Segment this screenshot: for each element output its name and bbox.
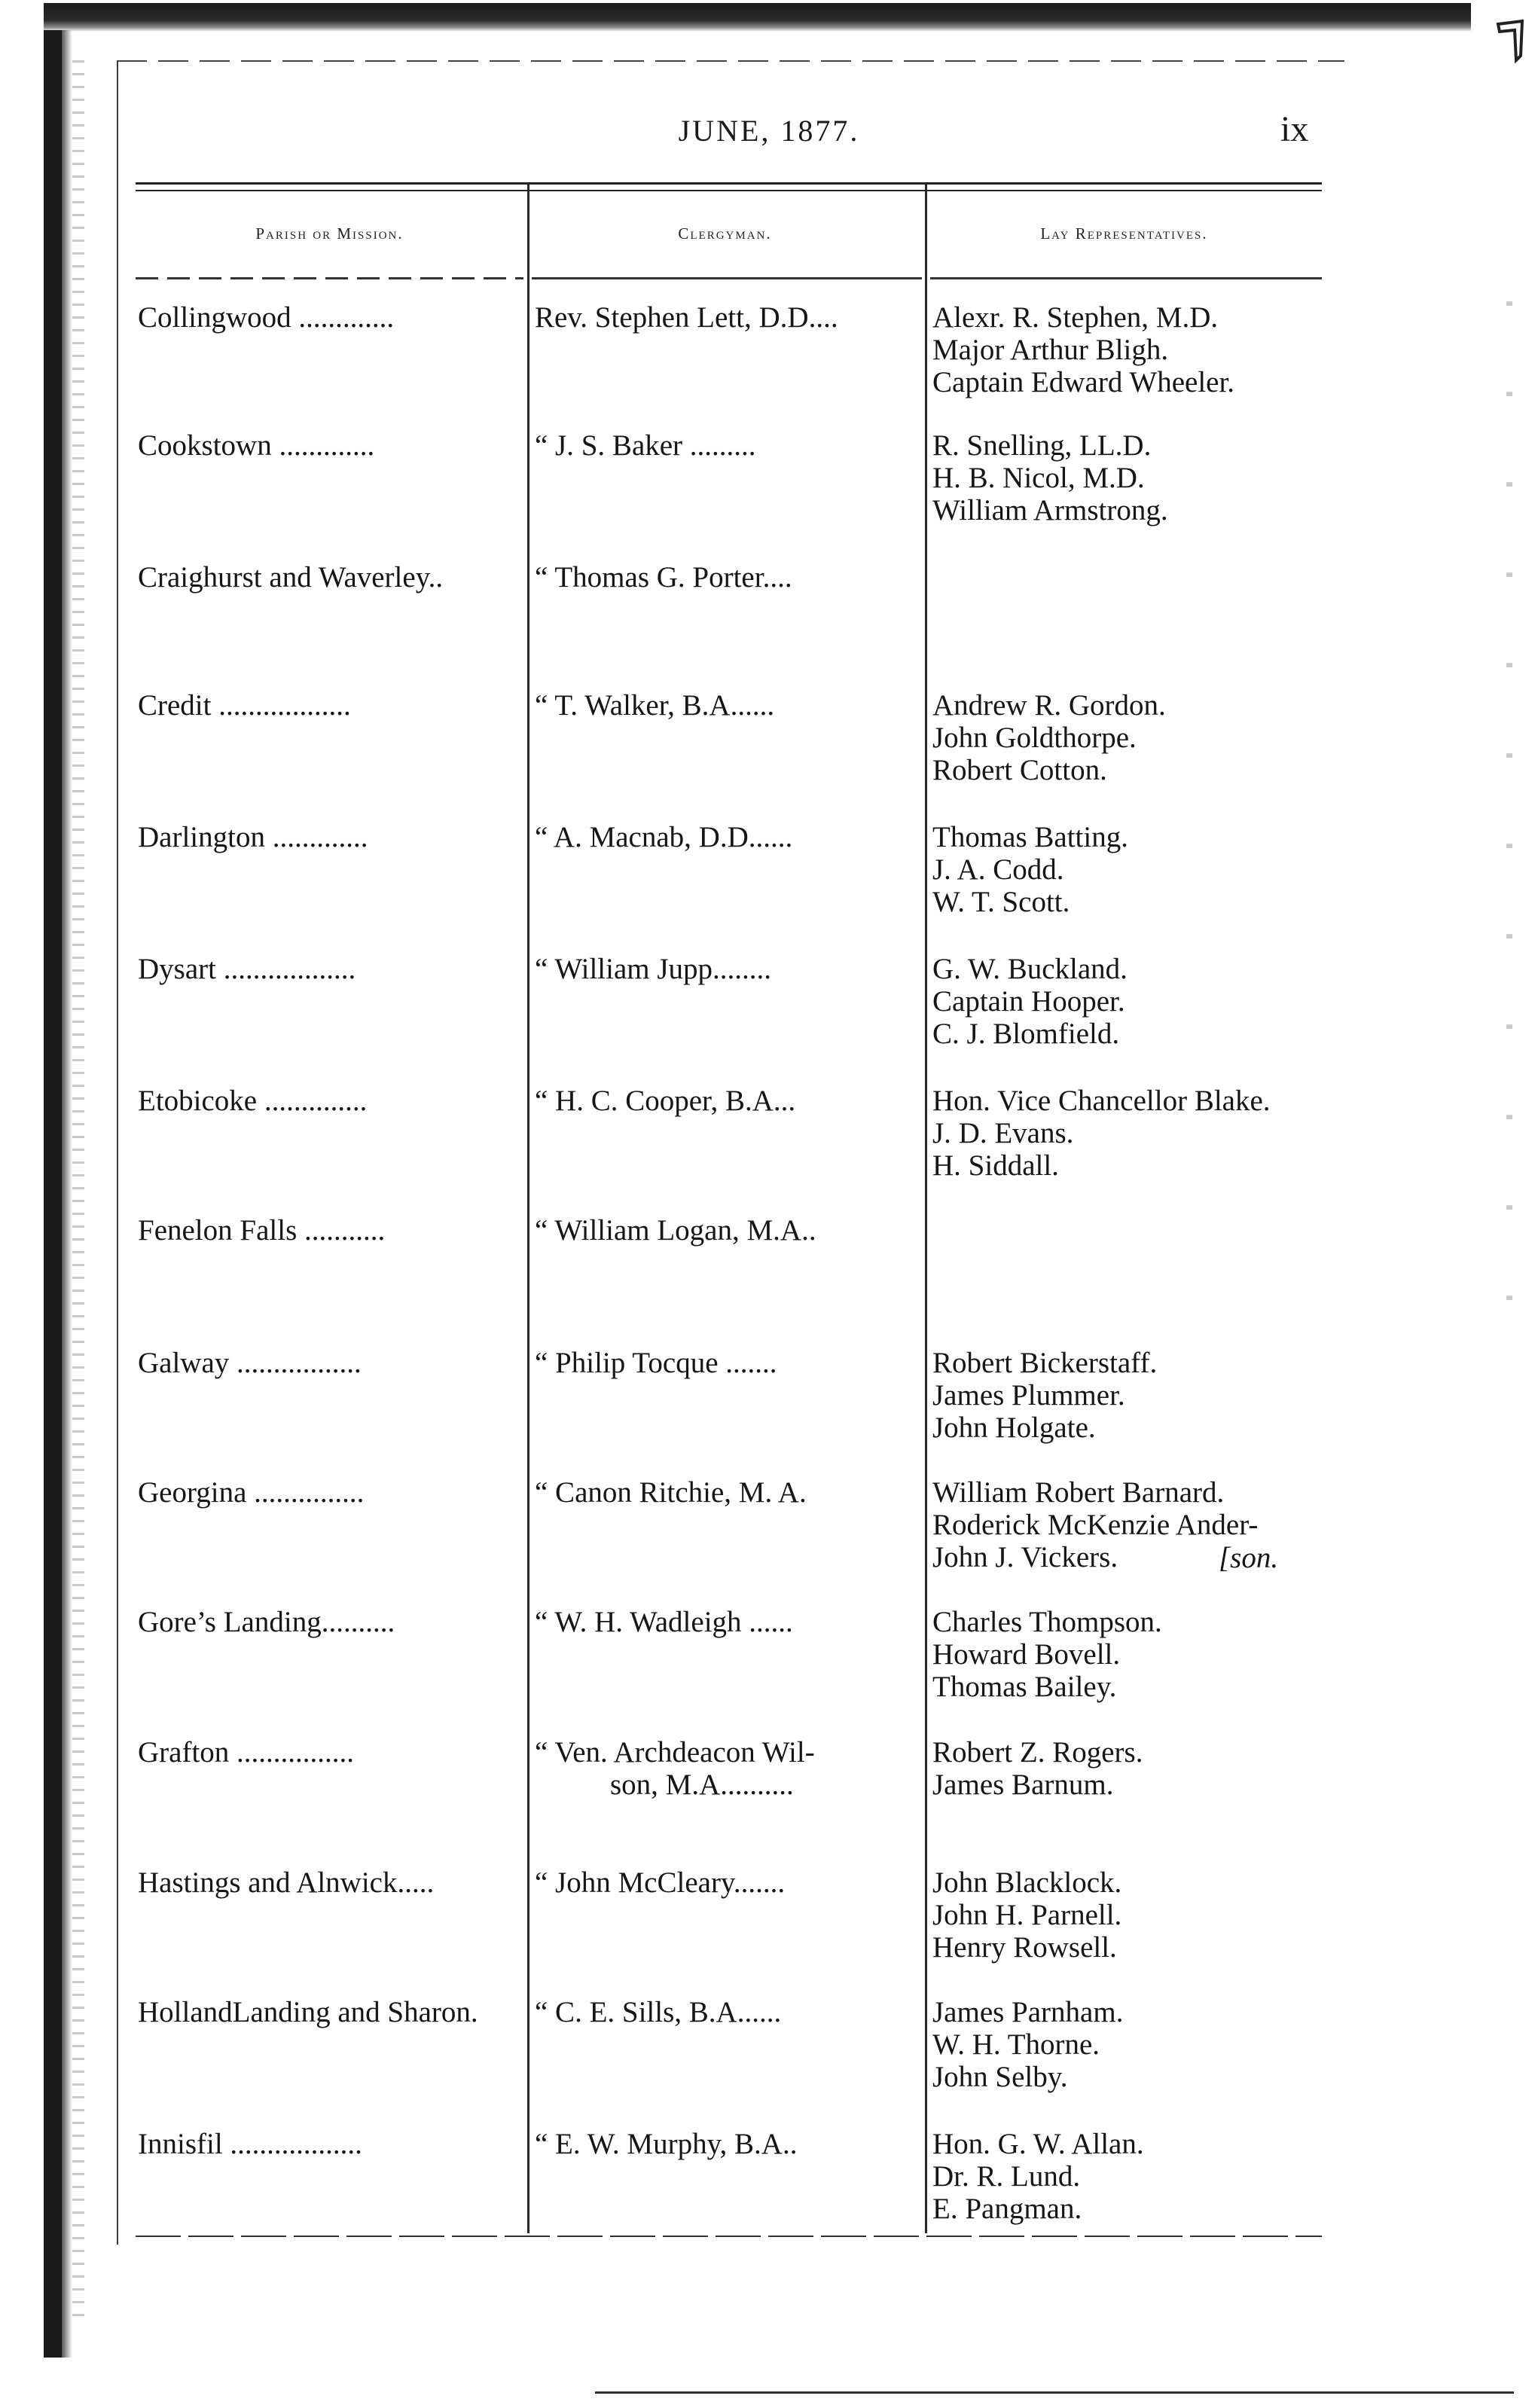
lay-representatives (932, 1996, 1324, 2093)
clergyman-name: “ Ven. Archdeacon Wil- (535, 1736, 815, 1769)
lay-representative: William Armstrong. (932, 494, 1168, 526)
lay-representative: Roderick McKenzie Ander- (932, 1509, 1259, 1541)
scan-noise-left (72, 60, 84, 2320)
clergyman-name: Rev. Stephen Lett, D.D.... (535, 301, 838, 334)
clergyman-name-continuation: son, M.A.......... (610, 1769, 794, 1801)
column-header-rule (930, 277, 1322, 279)
lay-representative: H. B. Nicol, M.D. (932, 462, 1145, 494)
parish-name: Darlington ............. (138, 821, 368, 853)
clergyman-name: “ John McCleary....... (535, 1866, 786, 1899)
lay-representative: James Plummer. (932, 1379, 1125, 1412)
table-bottom-rule (136, 2236, 1322, 2237)
column-header-parish: Parish or Mission. (255, 224, 404, 243)
lay-representative: C. J. Blomfield. (932, 1018, 1120, 1050)
scan-bottom-rule (595, 2391, 1514, 2394)
column-divider (925, 185, 927, 2233)
lay-representatives (932, 821, 1324, 918)
lay-representative: John Blacklock. (932, 1866, 1122, 1899)
clergyman-name: “ Philip Tocque ....... (535, 1347, 777, 1379)
lay-representative: Captain Hooper. (932, 985, 1125, 1018)
clergyman-name: “ T. Walker, B.A...... (535, 689, 775, 722)
clergyman-name: “ W. H. Wadleigh ...... (535, 1606, 793, 1638)
column-header-lay-representatives: Lay Representatives. (1040, 224, 1208, 243)
parish-name: HollandLanding and Sharon. (138, 1996, 478, 2028)
lay-representative: Hon. G. W. Allan. (932, 2128, 1144, 2160)
header-rule-thick (136, 182, 1322, 185)
running-head (0, 109, 1538, 158)
lay-representative: James Barnum. (932, 1769, 1114, 1801)
lay-representative: William Robert Barnard. (932, 1476, 1225, 1509)
header-rule-thin (136, 190, 1322, 191)
lay-representatives (932, 1085, 1324, 1182)
parish-name: Innisfil .................. (138, 2128, 362, 2160)
clergyman-name: “ Thomas G. Porter.... (535, 561, 792, 594)
lay-representative: G. W. Buckland. (932, 953, 1128, 985)
lay-representative: H. Siddall. (932, 1149, 1059, 1182)
lay-representative: Howard Bovell. (932, 1638, 1121, 1671)
parish-name: Hastings and Alnwick..... (138, 1866, 435, 1899)
lay-representative: Thomas Bailey. (932, 1671, 1117, 1703)
scan-edge-top (44, 3, 1471, 32)
parish-name: Dysart .................. (138, 953, 356, 985)
parish-name: Georgina ............... (138, 1476, 365, 1509)
clergyman-name: “ Canon Ritchie, M. A. (535, 1476, 807, 1509)
column-header-clergyman: Clergyman. (678, 224, 772, 243)
page-frame-top (117, 60, 1344, 62)
clergyman-name: “ William Logan, M.A.. (535, 1214, 816, 1247)
lay-representatives (932, 1736, 1324, 1801)
lay-representative: Major Arthur Bligh. (932, 334, 1169, 366)
parish-name: Fenelon Falls ........... (138, 1214, 386, 1247)
parish-name: Grafton ................ (138, 1736, 355, 1769)
parish-name: Gore’s Landing.......... (138, 1606, 395, 1638)
lay-representative: Charles Thompson. (932, 1606, 1162, 1638)
clergyman-name: “ J. S. Baker ......... (535, 429, 756, 462)
scan-noise-right (1506, 301, 1512, 1356)
column-divider (527, 185, 529, 2233)
parish-name: Collingwood ............. (138, 301, 395, 334)
parish-name: Galway ................. (138, 1347, 362, 1379)
lay-representative: James Parnham. (932, 1996, 1124, 2028)
lay-representatives (932, 429, 1324, 526)
lay-representative: W. T. Scott. (932, 886, 1070, 918)
lay-representative: Captain Edward Wheeler. (932, 366, 1235, 398)
lay-representative: Robert Cotton. (932, 754, 1107, 786)
lay-representative: Robert Z. Rogers. (932, 1736, 1143, 1769)
parish-name: Cookstown ............. (138, 429, 375, 462)
clergyman-name: “ A. Macnab, D.D...... (535, 821, 793, 853)
lay-representatives (932, 689, 1324, 786)
column-header-rule (532, 277, 922, 279)
lay-representatives (932, 2128, 1324, 2225)
lay-representative: John J. Vickers. (932, 1541, 1118, 1573)
page-corner-mark (1495, 18, 1525, 63)
lay-representative: W. H. Thorne. (932, 2028, 1100, 2061)
lay-representative: John Holgate. (932, 1412, 1096, 1444)
lay-representative: R. Snelling, LL.D. (932, 429, 1152, 462)
parish-name: Etobicoke .............. (138, 1085, 368, 1117)
lay-representative: Andrew R. Gordon. (932, 689, 1166, 722)
parish-name: Craighurst and Waverley.. (138, 561, 444, 594)
lay-representative: J. A. Codd. (932, 853, 1064, 886)
lay-representative: Thomas Batting. (932, 821, 1128, 853)
lay-representatives (932, 1606, 1324, 1703)
column-header-rule (136, 277, 523, 279)
lay-representatives (932, 1866, 1324, 1964)
lay-representative: Hon. Vice Chancellor Blake. (932, 1085, 1271, 1117)
lay-representative: Henry Rowsell. (932, 1931, 1117, 1964)
clergyman-name: “ William Jupp........ (535, 953, 772, 985)
clergyman-name: “ H. C. Cooper, B.A... (535, 1085, 796, 1117)
clergyman-name: “ E. W. Murphy, B.A.. (535, 2128, 798, 2160)
page-title: JUNE, 1877. (678, 114, 860, 148)
lay-representative-continuation: [son. (1219, 1542, 1279, 1574)
parish-name: Credit .................. (138, 689, 351, 722)
lay-representatives (932, 953, 1324, 1050)
lay-representative: J. D. Evans. (932, 1117, 1074, 1149)
lay-representative: John Selby. (932, 2061, 1068, 2093)
scan-edge-left (44, 30, 62, 2358)
lay-representative: Dr. R. Lund. (932, 2160, 1081, 2193)
clergyman-name: “ C. E. Sills, B.A...... (535, 1996, 782, 2028)
lay-representative: Robert Bickerstaff. (932, 1347, 1158, 1379)
scan-edge-shadow (62, 30, 72, 2358)
lay-representative: John H. Parnell. (932, 1899, 1122, 1931)
lay-representative: E. Pangman. (932, 2193, 1082, 2225)
lay-representative: John Goldthorpe. (932, 722, 1137, 754)
lay-representative: Alexr. R. Stephen, M.D. (932, 301, 1219, 334)
lay-representatives (932, 301, 1324, 398)
page-number: ix (1280, 109, 1309, 149)
lay-representatives (932, 1347, 1324, 1444)
